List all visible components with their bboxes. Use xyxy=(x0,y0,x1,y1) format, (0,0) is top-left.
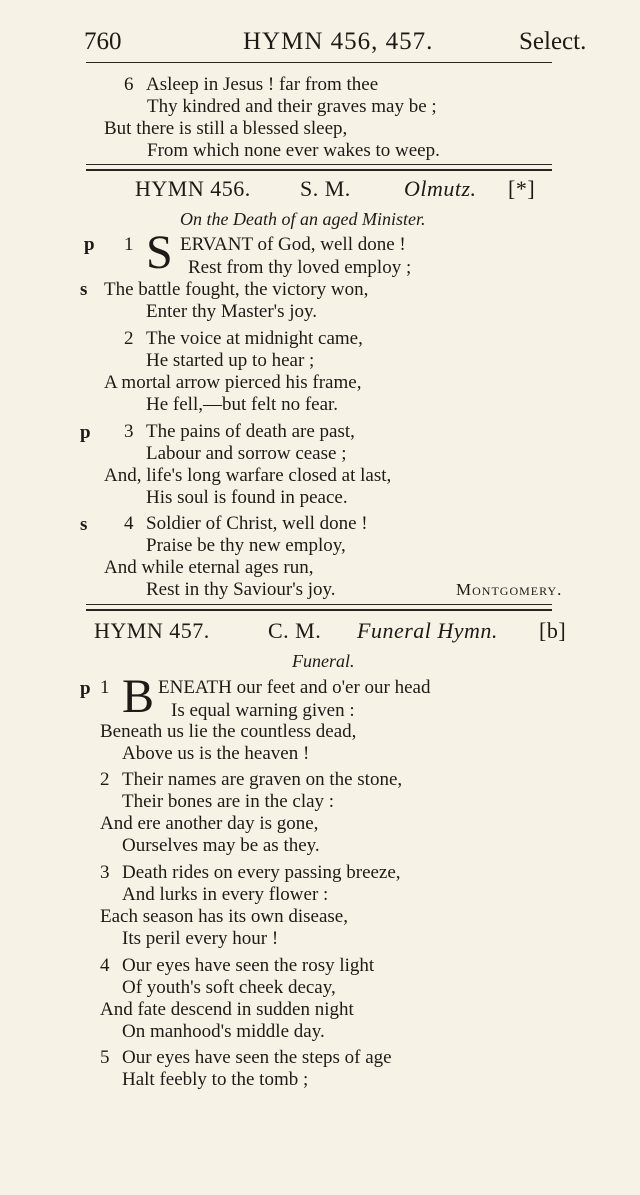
stanza-number: 4 xyxy=(124,513,134,534)
hymn-tune: Olmutz. xyxy=(404,176,477,201)
hymn-key: [*] xyxy=(508,176,536,201)
stanza-number: 1 xyxy=(100,677,110,698)
verse-line: Asleep in Jesus ! far from thee xyxy=(146,74,379,95)
page-number: 760 xyxy=(84,28,122,55)
verse-line: The battle fought, the victory won, xyxy=(104,279,369,300)
verse-line: And fate descend in sudden night xyxy=(100,999,354,1020)
stanza-number: 3 xyxy=(100,862,110,883)
section-title: Select. xyxy=(519,28,587,55)
verse-line: Our eyes have seen the rosy light xyxy=(122,955,375,976)
hymn-meter: S. M. xyxy=(300,176,351,201)
hymn-divider xyxy=(86,164,552,171)
stanza-number: 3 xyxy=(124,421,134,442)
verse-line: And while eternal ages run, xyxy=(104,557,314,578)
verse-line: His soul is found in peace. xyxy=(146,487,348,508)
verse-line: The voice at midnight came, xyxy=(146,328,363,349)
verse-line: Its peril every hour ! xyxy=(122,928,279,949)
hymn-occasion: On the Death of an aged Minister. xyxy=(180,209,426,229)
verse-line: Soldier of Christ, well done ! xyxy=(146,513,368,534)
drop-cap: S xyxy=(146,226,173,279)
verse-line: Is equal warning given : xyxy=(171,700,355,721)
verse-line: And ere another day is gone, xyxy=(100,813,319,834)
stanza-number: 1 xyxy=(124,234,134,255)
verse-line: He started up to hear ; xyxy=(146,350,315,371)
hymn-key: [b] xyxy=(539,618,567,643)
hymn-divider xyxy=(86,604,552,611)
verse-line: He fell,—but felt no fear. xyxy=(146,394,339,415)
verse-line: ENEATH our feet and o'er our head xyxy=(158,677,431,698)
hymn-author: Montgomery. xyxy=(456,580,563,599)
verse-line: Halt feebly to the tomb ; xyxy=(122,1069,309,1090)
verse-line: Ourselves may be as they. xyxy=(122,835,320,856)
hymn-heading: HYMN 457. xyxy=(94,618,210,643)
dynamic-mark: s xyxy=(80,514,88,535)
verse-line: Above us is the heaven ! xyxy=(122,743,310,764)
verse-line: And lurks in every flower : xyxy=(122,884,329,905)
drop-cap: B xyxy=(122,670,155,723)
verse-line: Praise be thy new employ, xyxy=(146,535,346,556)
verse-line: A mortal arrow pierced his frame, xyxy=(104,372,362,393)
dynamic-mark: p xyxy=(84,234,95,255)
dynamic-mark: p xyxy=(80,422,91,443)
verse-line: Their names are graven on the stone, xyxy=(122,769,403,790)
verse-line: Our eyes have seen the steps of age xyxy=(122,1047,392,1068)
hymn-meter: C. M. xyxy=(268,618,322,643)
running-title: HYMN 456, 457. xyxy=(243,28,434,55)
verse-line: Each season has its own disease, xyxy=(100,906,348,927)
verse-line: Death rides on every passing breeze, xyxy=(122,862,401,883)
stanza-number: 6 xyxy=(124,74,134,95)
verse-line: But there is still a blessed sleep, xyxy=(104,118,348,139)
verse-line: And, life's long warfare closed at last, xyxy=(104,465,392,486)
header-rule xyxy=(86,62,552,63)
verse-line: Rest from thy loved employ ; xyxy=(188,257,412,278)
verse-line: Beneath us lie the countless dead, xyxy=(100,721,357,742)
stanza-number: 5 xyxy=(100,1047,110,1068)
verse-line: Labour and sorrow cease ; xyxy=(146,443,347,464)
verse-line: Enter thy Master's joy. xyxy=(146,301,318,322)
hymn-tune: Funeral Hymn. xyxy=(357,618,498,643)
verse-line: The pains of death are past, xyxy=(146,421,355,442)
dynamic-mark: s xyxy=(80,279,88,300)
verse-line: Of youth's soft cheek decay, xyxy=(122,977,336,998)
stanza-number: 4 xyxy=(100,955,110,976)
stanza-number: 2 xyxy=(124,328,134,349)
dynamic-mark: p xyxy=(80,678,91,699)
verse-line: From which none ever wakes to weep. xyxy=(147,140,440,161)
verse-line: On manhood's middle day. xyxy=(122,1021,325,1042)
hymn-occasion: Funeral. xyxy=(292,651,355,671)
stanza-number: 2 xyxy=(100,769,110,790)
verse-line: Thy kindred and their graves may be ; xyxy=(147,96,437,117)
verse-line: ERVANT of God, well done ! xyxy=(180,234,406,255)
verse-line: Rest in thy Saviour's joy. xyxy=(146,579,336,600)
verse-line: Their bones are in the clay : xyxy=(122,791,335,812)
hymn-heading: HYMN 456. xyxy=(135,176,251,201)
